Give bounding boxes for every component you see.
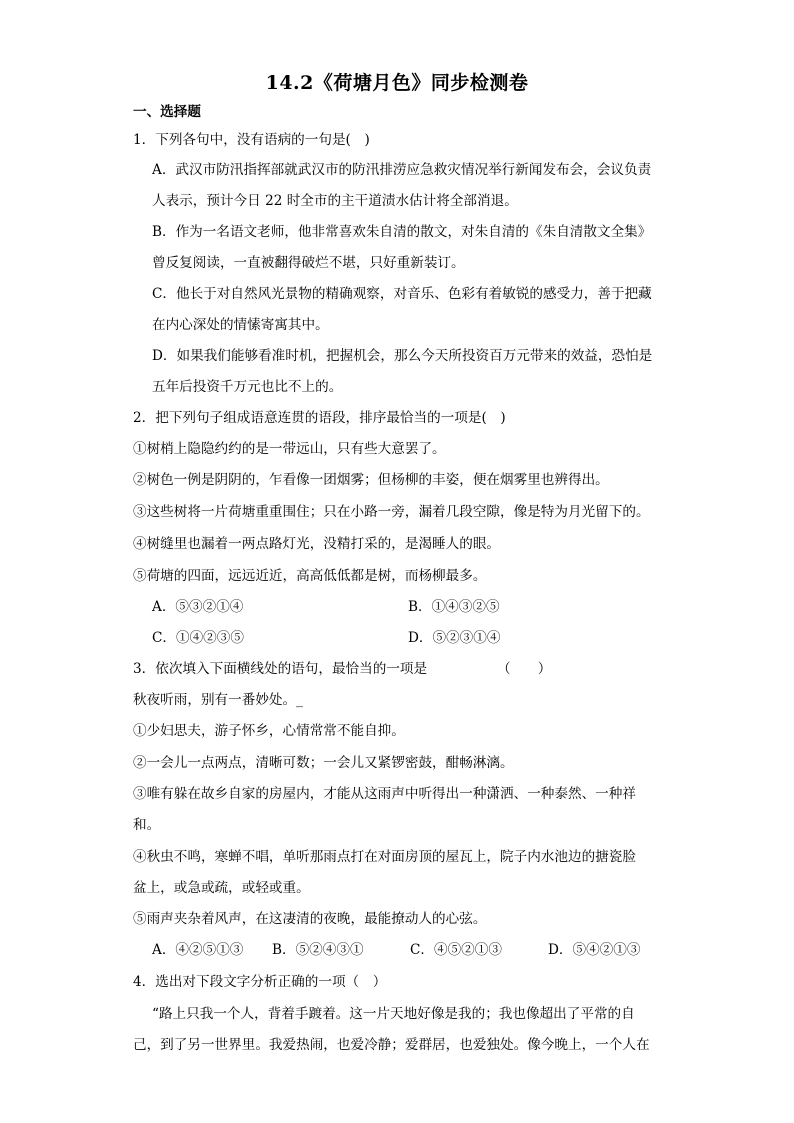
page-title: 14.2《荷塘月色》同步检测卷 [265, 72, 529, 94]
question-3-answer-paren: （ ） [497, 661, 552, 677]
question-1-option-a-line2: 人表示，预计今日 22 时全市的主干道渍水估计将全部消退。 [152, 193, 518, 209]
question-2-option-a: A．⑤③②①④ [152, 599, 244, 615]
question-3-sentence-2: ②一会儿一点两点，清晰可数；一会儿又紧锣密鼓，酣畅淋漓。 [133, 755, 514, 771]
question-3-option-c: C．④⑤②①③ [410, 942, 502, 958]
question-1-option-c-line1: C．他长于对自然风光景物的精确观察，对音乐、色彩有着敏锐的感受力，善于把藏 [152, 286, 652, 302]
question-1-option-c-line2: 在内心深处的情愫寄寓其中。 [152, 317, 329, 333]
question-2-sentence-4: ④树缝里也漏着一两点路灯光，没精打采的，是渴睡人的眼。 [133, 536, 501, 552]
question-1-option-d-line1: D．如果我们能够看准时机，把握机会，那么今天所投资百万元带来的效益，恐怕是 [152, 348, 653, 364]
question-3-sentence-5: ⑤雨声夹杂着风声，在这凄清的夜晚，最能撩动人的心弦。 [133, 911, 487, 927]
question-2-sentence-5: ⑤荷塘的四面，远远近近，高高低低都是树，而杨柳最多。 [133, 568, 487, 584]
question-2-sentence-1: ①树梢上隐隐约约的是一带远山，只有些大意罢了。 [133, 441, 446, 457]
question-1-option-a-line1: A．武汉市防汛指挥部就武汉市的防汛排涝应急救灾情况举行新闻发布会，会议负责 [152, 162, 652, 178]
question-3-option-b: B．⑤②④③① [272, 942, 364, 958]
question-1-option-b-line1: B．作为一名语文老师，他非常喜欢朱自清的散文，对朱自清的《朱自清散文全集》 [152, 224, 652, 240]
question-2-option-b: B．①④③②⑤ [408, 599, 500, 615]
question-3-sentence-1: ①少妇思夫，游子怀乡，心情常常不能自抑。 [133, 723, 405, 739]
question-4-passage-line1: “路上只我一个人，背着手踱着。这一片天地好像是我的；我也像超出了平常的自 [152, 1006, 635, 1022]
question-1-option-d-line2: 五年后投资千万元也比不上的。 [152, 379, 343, 395]
question-2-sentence-2: ②树色一例是阴阴的，乍看像一团烟雾；但杨柳的丰姿，便在烟雾里也辨得出。 [133, 472, 609, 488]
question-2-sentence-3: ③这些树将一片荷塘重重围住；只在小路一旁，漏着几段空隙，像是特为月光留下的。 [133, 504, 650, 520]
question-3-sentence-3-line2: 和。 [133, 817, 161, 833]
question-3-stem: 3．依次填入下面横线处的语句，最恰当的一项是 [133, 661, 428, 677]
question-3-option-d: D．⑤④②①③ [548, 942, 641, 958]
question-3-sentence-3-line1: ③唯有躲在故乡自家的房屋内，才能从这雨声中听得出一种潇洒、一种泰然、一种祥 [133, 786, 636, 802]
question-3-sentence-4-line1: ④秋虫不鸣，寒蝉不唱，单听那雨点打在对面房顶的屋瓦上，院子内水池边的搪瓷脸 [133, 849, 636, 865]
question-2-option-c: C．①④②③⑤ [152, 630, 244, 646]
question-1-option-b-line2: 曾反复阅读，一直被翻得破烂不堪，只好重新装订。 [152, 255, 465, 271]
question-3-sentence-4-line2: 盆上，或急或疏，或轻或重。 [133, 880, 310, 896]
question-4-passage-line2: 己，到了另一世界里。我爱热闹，也爱冷静；爱群居，也爱独处。像今晚上，一个人在 [133, 1037, 650, 1053]
question-3-option-a: A．④②⑤①③ [152, 942, 244, 958]
question-1-stem: 1．下列各句中，没有语病的一句是( ) [133, 132, 370, 148]
question-2-stem: 2．把下列句子组成语意连贯的语段，排序最恰当的一项是( ) [133, 410, 506, 426]
question-2-option-d: D．⑤②③①④ [408, 630, 501, 646]
question-3-lead: 秋夜听雨，别有一番妙处。_ [133, 692, 303, 708]
section-heading: 一、选择题 [133, 104, 201, 120]
question-4-stem: 4．选出对下段文字分析正确的一项（ ） [133, 974, 387, 990]
